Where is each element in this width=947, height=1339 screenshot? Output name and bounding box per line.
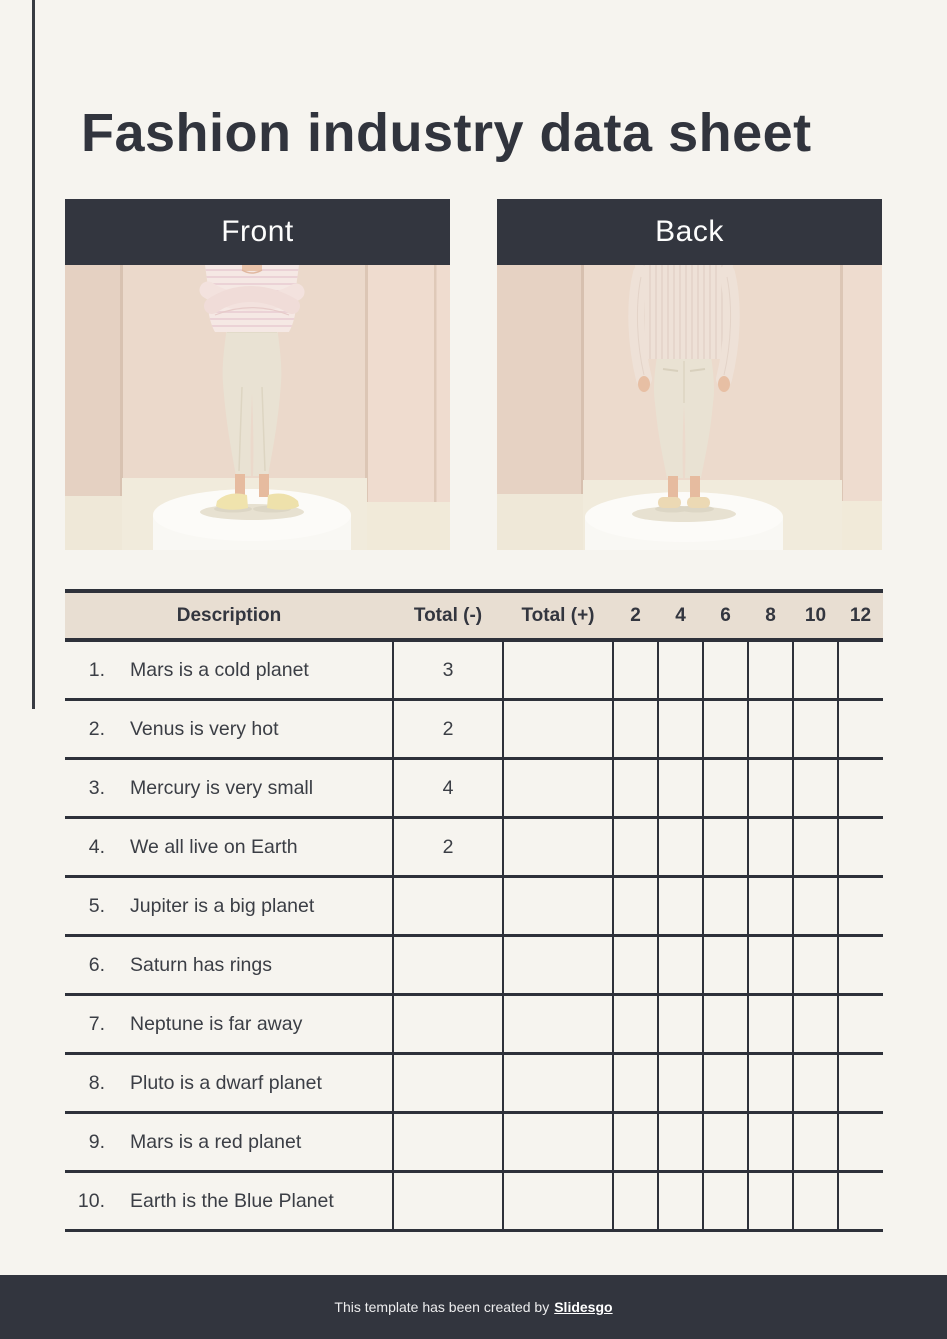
cell-total-plus bbox=[503, 759, 613, 818]
row-number: 2. bbox=[88, 717, 105, 740]
cell-description bbox=[65, 1054, 393, 1113]
cell-score bbox=[613, 995, 658, 1054]
table-body bbox=[65, 640, 883, 1231]
cell-score bbox=[838, 995, 883, 1054]
cell-score bbox=[613, 818, 658, 877]
cell-score bbox=[748, 759, 793, 818]
cell-score bbox=[793, 936, 838, 995]
cell-total-minus bbox=[393, 1054, 503, 1113]
back-panel bbox=[497, 199, 882, 550]
row-description: Mars is a red planet bbox=[130, 1130, 302, 1153]
row-description: Earth is the Blue Planet bbox=[130, 1189, 334, 1212]
row-number: 8. bbox=[88, 1071, 105, 1094]
cell-score bbox=[838, 1172, 883, 1231]
cell-score bbox=[703, 995, 748, 1054]
cell-score bbox=[748, 700, 793, 759]
row-number: 1. bbox=[88, 658, 105, 681]
cell-description bbox=[65, 1113, 393, 1172]
row-description: We all live on Earth bbox=[130, 835, 298, 858]
cell-total-plus bbox=[503, 700, 613, 759]
cell-score bbox=[703, 700, 748, 759]
cell-score bbox=[838, 1054, 883, 1113]
table-row bbox=[65, 995, 883, 1054]
front-panel-header bbox=[65, 199, 450, 265]
row-number: 6. bbox=[88, 953, 105, 976]
cell-total-minus bbox=[393, 936, 503, 995]
cell-score bbox=[658, 1113, 703, 1172]
cell-score bbox=[838, 759, 883, 818]
cell-score bbox=[613, 877, 658, 936]
cell-description bbox=[65, 936, 393, 995]
front-photo bbox=[65, 265, 450, 550]
cell-score bbox=[658, 1054, 703, 1113]
slidesgo-link[interactable]: Slidesgo bbox=[554, 1299, 613, 1315]
cell-description bbox=[65, 818, 393, 877]
cell-score bbox=[613, 759, 658, 818]
cell-score bbox=[703, 759, 748, 818]
cell-total-plus bbox=[503, 818, 613, 877]
cell-score bbox=[793, 640, 838, 700]
cell-score bbox=[838, 877, 883, 936]
table-row bbox=[65, 1172, 883, 1231]
row-number: 10. bbox=[77, 1189, 105, 1212]
back-panel-label: Back bbox=[655, 215, 724, 248]
cell-score bbox=[838, 936, 883, 995]
cell-total-minus: 3 bbox=[393, 640, 503, 700]
cell-score bbox=[793, 1054, 838, 1113]
cell-score bbox=[703, 1113, 748, 1172]
table-row bbox=[65, 1113, 883, 1172]
cell-total-minus: 2 bbox=[393, 700, 503, 759]
header-score-2: 2 bbox=[613, 591, 658, 640]
cell-score bbox=[658, 640, 703, 700]
header-total-minus: Total (-) bbox=[393, 591, 503, 640]
cell-score bbox=[793, 1113, 838, 1172]
cell-description bbox=[65, 640, 393, 700]
header-score-12: 12 bbox=[838, 591, 883, 640]
cell-score bbox=[703, 818, 748, 877]
cell-total-plus bbox=[503, 877, 613, 936]
left-accent-rule bbox=[32, 0, 35, 709]
front-panel bbox=[65, 199, 450, 550]
back-panel-header bbox=[497, 199, 882, 265]
row-number: 4. bbox=[88, 835, 105, 858]
cell-score bbox=[793, 700, 838, 759]
table-row bbox=[65, 759, 883, 818]
cell-score bbox=[703, 1054, 748, 1113]
table-header bbox=[65, 591, 883, 640]
cell-total-minus: 4 bbox=[393, 759, 503, 818]
cell-score bbox=[748, 1054, 793, 1113]
cell-total-minus bbox=[393, 995, 503, 1054]
header-description: Description bbox=[65, 591, 393, 640]
cell-score bbox=[658, 936, 703, 995]
cell-score bbox=[838, 640, 883, 700]
cell-total-plus bbox=[503, 1172, 613, 1231]
row-number: 3. bbox=[88, 776, 105, 799]
cell-score bbox=[658, 877, 703, 936]
data-sheet-table bbox=[65, 589, 883, 1232]
cell-score bbox=[748, 1172, 793, 1231]
table-row bbox=[65, 818, 883, 877]
header-total-plus: Total (+) bbox=[503, 591, 613, 640]
cell-score bbox=[613, 1113, 658, 1172]
header-score-10: 10 bbox=[793, 591, 838, 640]
cell-score bbox=[793, 759, 838, 818]
cell-total-plus bbox=[503, 936, 613, 995]
cell-score bbox=[838, 700, 883, 759]
cell-total-minus bbox=[393, 1172, 503, 1231]
cell-total-minus bbox=[393, 1113, 503, 1172]
cell-score bbox=[793, 1172, 838, 1231]
cell-score bbox=[793, 818, 838, 877]
cell-description bbox=[65, 759, 393, 818]
cell-total-plus bbox=[503, 640, 613, 700]
cell-score bbox=[703, 936, 748, 995]
cell-score bbox=[613, 1054, 658, 1113]
footer-text: This template has been created by bbox=[334, 1299, 550, 1315]
cell-score bbox=[748, 936, 793, 995]
row-description: Pluto is a dwarf planet bbox=[130, 1071, 322, 1094]
cell-score bbox=[658, 818, 703, 877]
table-row bbox=[65, 640, 883, 700]
cell-score bbox=[838, 818, 883, 877]
row-number: 9. bbox=[88, 1130, 105, 1153]
cell-score bbox=[658, 995, 703, 1054]
cell-total-plus bbox=[503, 1113, 613, 1172]
cell-total-plus bbox=[503, 1054, 613, 1113]
cell-score bbox=[613, 640, 658, 700]
cell-score bbox=[793, 995, 838, 1054]
row-description: Jupiter is a big planet bbox=[130, 894, 315, 917]
cell-score bbox=[703, 1172, 748, 1231]
row-number: 7. bbox=[88, 1012, 105, 1035]
header-score-8: 8 bbox=[748, 591, 793, 640]
table-row bbox=[65, 1054, 883, 1113]
cell-description bbox=[65, 700, 393, 759]
cell-score bbox=[838, 1113, 883, 1172]
row-description: Venus is very hot bbox=[130, 717, 279, 740]
front-photo-illustration bbox=[65, 265, 450, 550]
cell-score bbox=[613, 700, 658, 759]
table-row bbox=[65, 700, 883, 759]
cell-total-minus bbox=[393, 877, 503, 936]
front-panel-label: Front bbox=[221, 215, 294, 248]
page-title: Fashion industry data sheet bbox=[81, 103, 812, 163]
table-row bbox=[65, 877, 883, 936]
cell-description bbox=[65, 995, 393, 1054]
cell-score bbox=[748, 1113, 793, 1172]
back-photo bbox=[497, 265, 882, 550]
footer-bar bbox=[0, 1275, 947, 1339]
cell-description bbox=[65, 1172, 393, 1231]
table-row bbox=[65, 936, 883, 995]
cell-score bbox=[658, 1172, 703, 1231]
header-score-6: 6 bbox=[703, 591, 748, 640]
row-description: Mars is a cold planet bbox=[130, 658, 309, 681]
cell-score bbox=[658, 759, 703, 818]
row-description: Mercury is very small bbox=[130, 776, 314, 799]
cell-score bbox=[658, 700, 703, 759]
row-number: 5. bbox=[88, 894, 105, 917]
back-photo-illustration bbox=[497, 265, 882, 550]
cell-score bbox=[793, 877, 838, 936]
cell-total-minus: 2 bbox=[393, 818, 503, 877]
row-description: Neptune is far away bbox=[130, 1012, 303, 1035]
cell-description bbox=[65, 877, 393, 936]
cell-score bbox=[748, 877, 793, 936]
cell-score bbox=[613, 936, 658, 995]
header-score-4: 4 bbox=[658, 591, 703, 640]
row-description: Saturn has rings bbox=[130, 953, 272, 976]
cell-score bbox=[748, 995, 793, 1054]
cell-score bbox=[748, 640, 793, 700]
cell-total-plus bbox=[503, 995, 613, 1054]
cell-score bbox=[703, 640, 748, 700]
cell-score bbox=[613, 1172, 658, 1231]
cell-score bbox=[748, 818, 793, 877]
cell-score bbox=[703, 877, 748, 936]
